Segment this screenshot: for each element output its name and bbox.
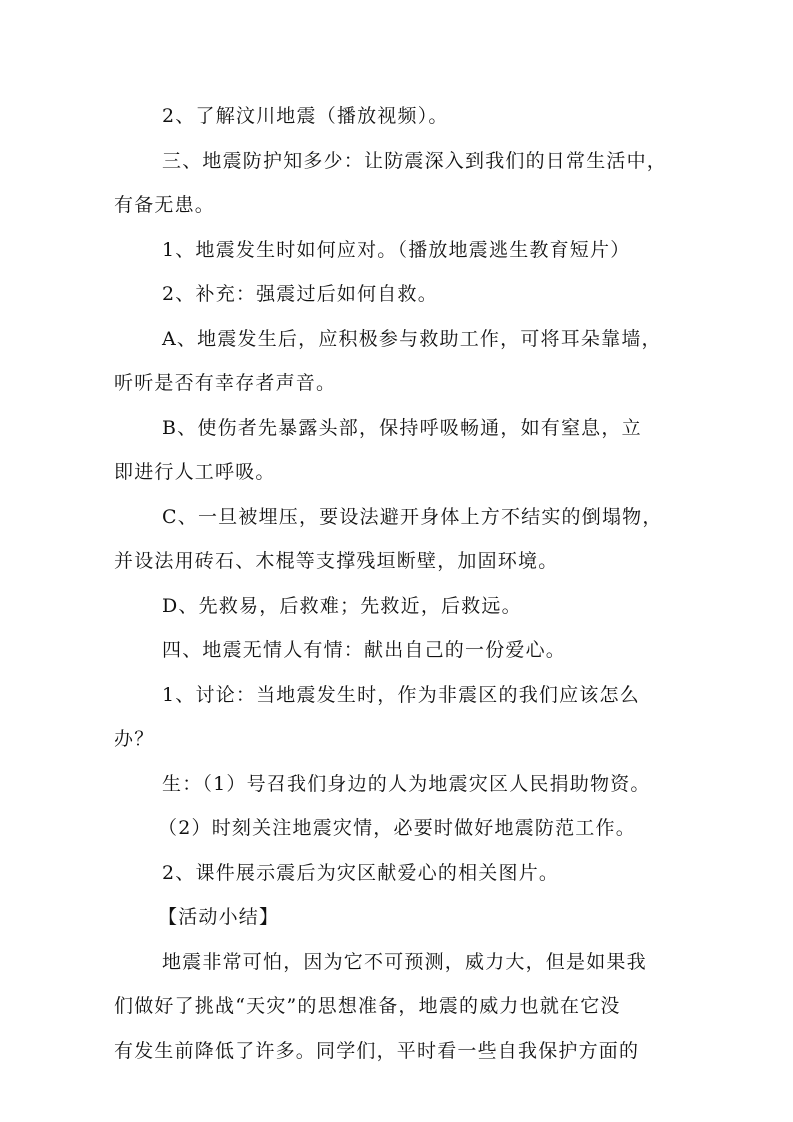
document-body [114,94,694,1073]
paragraph-line: 地震非常可怕，因为它不可预测，威力大，但是如果我 [162,950,647,973]
paragraph-line: 有发生前降低了许多。同学们，平时看一些自我保护方面的 [114,1039,640,1062]
paragraph-line: 2、了解汶川地震（播放视频）。 [162,105,449,127]
list-item-a: A、地震发生后，应积极参与救助工作，可将耳朵靠墙， [162,327,662,350]
paragraph-line: 们做好了挑战“天灾”的思想准备，地震的威力也就在它没 [114,995,621,1017]
paragraph-line: 听听是否有幸存者声音。 [114,372,337,394]
paragraph-line: 1、讨论：当地震发生时，作为非震区的我们应该怎么 [162,683,640,706]
paragraph-line: 2、课件展示震后为灾区献爱心的相关图片。 [162,861,560,884]
section-heading-3: 三、地震防护知多少：让防震深入到我们的日常生活中， [162,149,668,172]
list-item-c: C、一旦被埋压，要设法避开身体上方不结实的倒塌物， [162,505,663,528]
paragraph-line: 有备无患。 [114,194,216,216]
paragraph-line: 1、地震发生时如何应对。（播放地震逃生教育短片） [162,238,631,261]
paragraph-line: 并设法用砖石、木棍等支撑残垣断壁，加固环境。 [114,550,559,572]
paragraph-line: 2、补充：强震过后如何自救。 [162,283,438,305]
list-item-d: D、先救易，后救难；先救近，后救远。 [162,594,522,617]
paragraph-line: （2）时刻关注地震灾情，必要时做好地震防范工作。 [158,817,636,839]
paragraph-line: 办？ [114,728,155,750]
paragraph-line: 即进行人工呼吸。 [114,461,276,483]
paragraph-line: 生：（1）号召我们身边的人为地震灾区人民捐助物资。 [162,772,651,795]
activity-summary-heading: 【活动小结】 [158,906,280,928]
list-item-b: B、使伤者先暴露头部，保持呼吸畅通，如有窒息，立 [162,416,642,439]
section-heading-4: 四、地震无情人有情：献出自己的一份爱心。 [162,639,567,661]
